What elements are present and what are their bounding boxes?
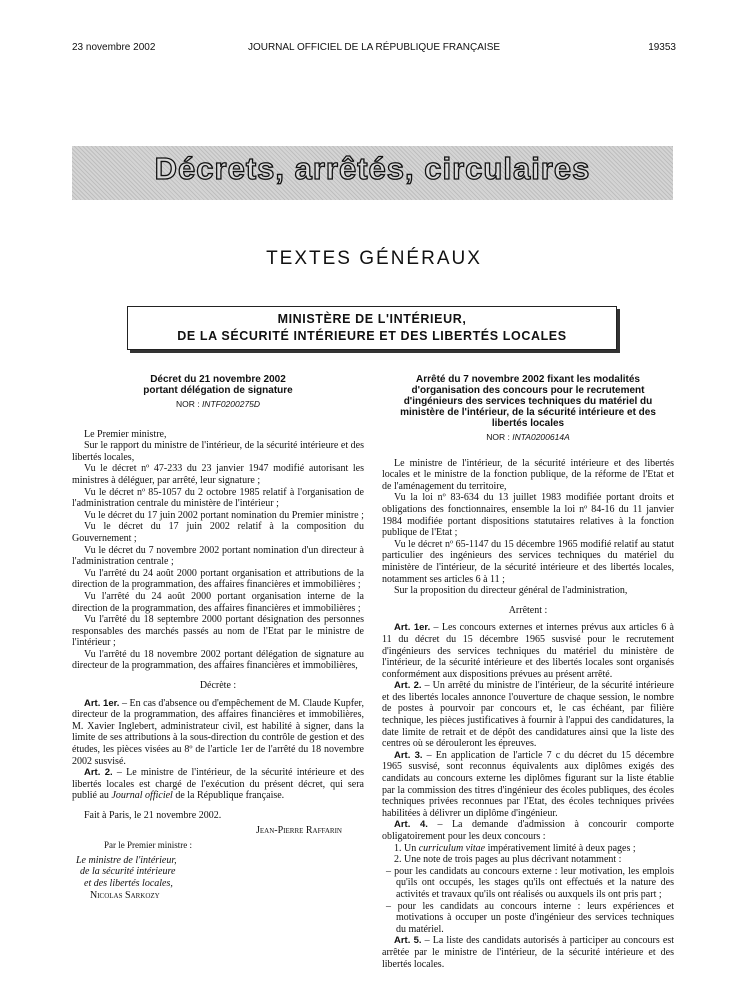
list-item: – pour les candidats au concours externe : leur motivation, les emplois qu'ils ont occupés, les stages qu'ils ont effectués et la nature des activités et travaux qu'ils ont réalisés ou auxquels ils ont pris part ; xyxy=(386,865,674,900)
paragraph: Sur le rapport du ministre de l'intérieur, de la sécurité intérieure et des libertés locales, xyxy=(72,440,364,463)
paragraph: Vu le décret du 7 novembre 2002 portant nomination d'un directeur à l'administration centrale ; xyxy=(72,544,364,568)
article-text: – Les concours externes et internes prévus aux articles 6 à 11 du décret du 15 décembre 1965 susvisé pour le recrutement d'ingénieurs des services techniques du matériel du ministère de l'intérieur, de la sécurité intérieure et des libertés locales sont organisés conformément aux dispositions prévues au présent arrêté. xyxy=(382,622,674,680)
article-label: Art. 1er. xyxy=(394,622,431,634)
signing-place-date: Fait à Paris, le 21 novembre 2002. xyxy=(84,810,222,821)
article-2 xyxy=(382,680,674,750)
order-nor xyxy=(382,432,674,444)
article-text: – La demande d'admission à concourir comporte obligatoirement pour les deux concours : xyxy=(382,819,674,842)
paragraph: Vu la loi nº 83-634 du 13 juillet 1983 modifiée portant droits et obligations des fonctionnaires, ensemble la loi nº 84-16 du 11 janvier 1984 modifiée portant dispositions statutaires relatives à la fonction publique de l'Etat ; xyxy=(382,492,674,539)
list-item: 1. Un curriculum vitae impérativement limité à deux pages ; xyxy=(394,842,636,854)
countersign-intro: Par le Premier ministre : xyxy=(104,840,192,851)
right-column xyxy=(382,374,674,970)
banner-title: Décrets, arrêtés, circulaires xyxy=(154,151,591,186)
paragraph: Vu l'arrêté du 18 septembre 2000 portant désignation des personnes responsables des marchés passés au nom de l'Etat par le ministre de l'intérieur ; xyxy=(72,614,364,649)
header-page-number: 19353 xyxy=(648,42,676,53)
decree-title-line-2: portant délégation de signature xyxy=(143,385,293,396)
signatory-name: Jean-Pierre Raffarin xyxy=(256,824,342,836)
paragraph: Le ministre de l'intérieur, de la sécurité intérieure et des libertés locales et le ministre de la fonction publique, de la réforme de l'Etat et de l'aménagement du territoire, xyxy=(382,457,674,492)
article-1 xyxy=(382,622,674,680)
decree-title-line-1: Décret du 21 novembre 2002 xyxy=(150,374,286,385)
list-item: – pour les candidats au concours interne : leurs expériences et motivations à occuper un poste d'ingénieur des services techniques du matériel. xyxy=(386,900,674,935)
decree-enacting-word: Décrète : xyxy=(199,680,237,692)
left-column xyxy=(72,374,364,901)
article-2 xyxy=(72,767,364,802)
paragraph: Vu le décret nº 47-233 du 23 janvier 1947 modifié autorisant les ministres à déléguer, par arrêté, leur signature ; xyxy=(72,463,364,486)
article-label: Art. 5. xyxy=(394,935,422,947)
curriculum-vitae-italic: curriculum vitae xyxy=(418,842,486,854)
header-journal-title: JOURNAL OFFICIEL DE LA RÉPUBLIQUE FRANÇAISE xyxy=(247,42,501,53)
paragraph: Vu l'arrêté du 18 novembre 2002 portant délégation de signature au directeur de la programmation, des affaires financières et immobilières, xyxy=(72,648,364,672)
header-date: 23 novembre 2002 xyxy=(72,42,156,53)
article-text: – En cas d'absence ou d'empêchement de M. Claude Kupfer, directeur de la programmation, des affaires financières et immobilières, M. Xavier Inglebert, administrateur civil, est habilité à signer, dans la limite de ses attributions à la sous-direction du contrôle de gestion et des études, les pièces visées au 8º de l'article 1er de l'arrêté du 18 novembre 2002 susvisé. xyxy=(72,697,364,767)
article-3 xyxy=(382,750,674,820)
article-text: de la République française. xyxy=(172,790,285,802)
ministry-line-2: DE LA SÉCURITÉ INTÉRIEURE ET DES LIBERTÉS LOCALES xyxy=(177,329,567,343)
section-title: TEXTES GÉNÉRAUX xyxy=(266,248,482,269)
nor-label: NOR : xyxy=(486,432,510,442)
article-label: Art. 4. xyxy=(394,819,428,831)
nor-code: INTA0200614A xyxy=(512,432,570,442)
article-4 xyxy=(382,819,674,842)
ministry-line-1: MINISTÈRE DE L'INTÉRIEUR, xyxy=(277,312,467,326)
nor-label: NOR : xyxy=(175,399,200,409)
article-text: – En application de l'article 7 c du décret du 15 décembre 1965 susvisé, sont reconnus équivalents aux diplômes exigés des candidats au concours externe les diplômes figurant sur la liste établie par la commission des titres d'ingénieur des écoles publiques, des écoles techniques privées reconnues par l'Etat, des écoles techniques privées habilitées à délivrer un diplôme d'ingénieur. xyxy=(382,749,674,819)
ministry-box xyxy=(127,306,617,350)
article-1 xyxy=(72,698,364,768)
article-label: Art. 2. xyxy=(84,767,113,779)
paragraph: Vu le décret nº 85-1057 du 2 octobre 1985 relatif à l'organisation de l'administration centrale du ministère de l'intérieur ; xyxy=(72,486,364,510)
article-label: Art. 1er. xyxy=(84,697,120,709)
article-text: – Le ministre de l'intérieur, de la sécurité intérieure et des libertés locales est chargé de l'exécution du présent décret, qui sera publié au xyxy=(72,767,364,802)
nor-code: INTF0200275D xyxy=(201,399,261,409)
paragraph: Vu le décret nº 65-1147 du 15 décembre 1965 modifié relatif au statut particulier des ingénieurs des services techniques du matériel du ministère de l'intérieur, de la sécurité intérieure et des libertés locales, notamment ses articles 6 à 11 ; xyxy=(382,538,674,585)
decree-nor xyxy=(72,399,364,411)
article-label: Art. 2. xyxy=(394,680,422,692)
paragraph: Vu le décret du 17 juin 2002 portant nomination du Premier ministre ; xyxy=(84,509,364,521)
minister-name: Nicolas Sarkozy xyxy=(90,889,160,901)
order-title: Arrêté du 7 novembre 2002 fixant les modalités d'organisation des concours pour le recrutement d'ingénieurs des services techniques du matériel du ministère de l'intérieur, de la sécurité intérieure et des libertés locales xyxy=(400,374,656,429)
journal-officiel-italic: Journal officiel xyxy=(111,790,173,802)
paragraph: Le Premier ministre, xyxy=(84,428,167,440)
article-text: – Un arrêté du ministre de l'intérieur, de la sécurité intérieure et des libertés locales annonce l'ouverture de chaque session, le nombre de postes à pourvoir par concours et, le cas échéant, par filière technique, les pièces justificatives à fournir à l'appui des candidatures, la date limite de retrait et de dépôt des candidatures ainsi que la liste des centres où se dérouleront les épreuves. xyxy=(382,680,674,750)
paragraph: Vu l'arrêté du 24 août 2000 portant organisation interne de la direction de la programmation, des affaires financières et immobilières ; xyxy=(72,590,364,614)
minister-title-1: Le ministre de l'intérieur, xyxy=(76,854,177,866)
order-enacting-word: Arrêtent : xyxy=(508,604,548,616)
list-item: 2. Une note de trois pages au plus décrivant notamment : xyxy=(394,854,622,866)
paragraph: Vu l'arrêté du 24 août 2000 portant organisation et attributions de la direction de la programmation, des affaires financières et immobilières ; xyxy=(72,567,364,591)
paragraph: Sur la proposition du directeur général de l'administration, xyxy=(394,585,628,597)
minister-title-2: de la sécurité intérieure xyxy=(80,866,176,878)
article-text: – La liste des candidats autorisés à participer au concours est arrêtée par le ministre de l'intérieur, de la sécurité intérieure et des libertés locales. xyxy=(382,935,674,970)
article-label: Art. 3. xyxy=(394,749,423,761)
minister-title-3: et des libertés locales, xyxy=(84,877,173,889)
article-5 xyxy=(382,935,674,970)
paragraph: Vu le décret du 17 juin 2002 relatif à la composition du Gouvernement ; xyxy=(72,521,364,544)
